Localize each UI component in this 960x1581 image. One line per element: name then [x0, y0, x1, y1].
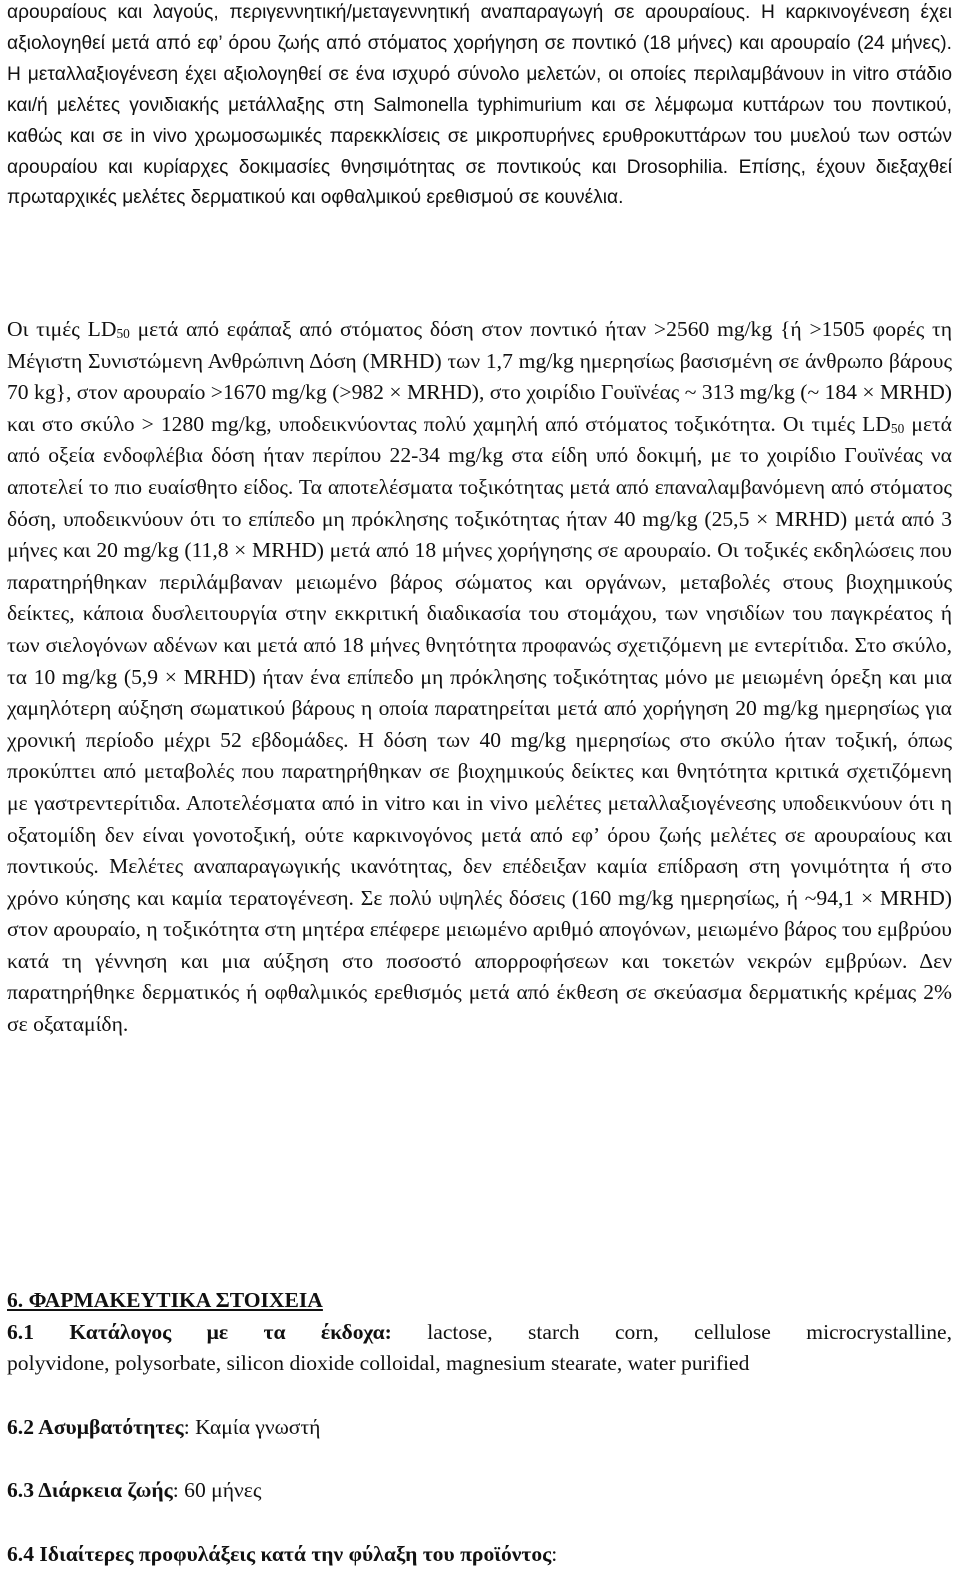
section-6-heading: 6. ΦΑΡΜΑΚΕΥΤΙΚΑ ΣΤΟΙΧΕΙΑ: [7, 1288, 323, 1312]
section-6-4: [7, 1539, 952, 1571]
ld50-text-3: μετά από οξεία ενδοφλέβια δόση ήταν περίπου 22-34 mg/kg στα είδη υπό δοκιμή, με το χοιρίδιο Γουϊνέας να αποτελεί το πιο ευαίσθητο είδος. Τα αποτελέσματα τοξικότητας μετά από επαναλαμβανόμενη από στόματος δόση, υποδεικνύουν ότι το επίπεδο μη πρόκλησης τοξικότητας ήταν 40 mg/kg (25,5 × MRHD) μετά από 3 μήνες και 20 mg/kg (11,8 × MRHD) μετά από 18 μήνες χορήγησης σε αρουραίο. Οι τοξικές εκδηλώσεις που παρατηρήθηκαν περιλάμβαναν μειωμένο βάρος σώματος και οργάνων, μεταβολές στους βιοχημικούς δείκτες, κάποια δυσλειτουργία στην εκκριτική διαδικασία του στομάχου, των νησιδίων του παγκρέατος ή των σιελογόνων αδένων και μετά από 18 μήνες θνητότητα προφανώς σχετιζόμενη με εντερίτιδα. Στο σκύλο, τα 10 mg/kg (5,9 × MRHD) ήταν ένα επίπεδο μη πρόκλησης τοξικότητας μόνο με μειωμένη όρεξη και μια χαμηλότερη αύξηση σωματικού βάρους η οποία παρατηρείται μετά από χορήγηση 20 mg/kg ημερησίως για χρονική περίοδο μέχρι 52 εβδομάδες. Η δόση των 40 mg/kg ημερησίως στο σκύλο ήταν τοξική, όπως προκύπτει από μεταβολές που παρατηρήθηκαν σε βιοχημικούς δείκτες και θνητότητα κριτικά σχετιζόμενη με γαστρεντερίτιδα. Αποτελέσματα από in vitro και in vivo μελέτες μεταλλαξιογένεσης υποδεικνύουν ότι η οξατομίδη δεν είναι γονοτοξική, ούτε καρκινογόνος μετά από εφ’ όρου ζωής μελέτες σε αρουραίους και ποντικούς. Μελέτες αναπαραγωγικής ικανότητας, δεν επέδειξαν καμία επίδραση στη γονιμότητα ή στο χρόνο κύησης και καμία τερατογένεση. Σε πολύ υψηλές δόσεις (160 mg/kg ημερησίως, ή ~94,1 × MRHD) στον αρουραίο, η τοξικότητα στη μητέρα επέφερε μειωμένο αριθμό απογόνων, μειωμένο βάρος του εμβρύου κατά τη γέννηση και μια αύξηση στο ποσοστό απορροφήσεων και τοκετών νεκρών εμβρύων. Δεν παρατηρήθηκε δερματικός ή οφθαλμικός ερεθισμός μετά από έκθεση σε σκεύασμα δερματικής κρέμας 2% σε οξαταμίδη.: [7, 411, 952, 1037]
section-6-1-label: 6.1 Κατάλογος με τα έκδοχα:: [7, 1320, 392, 1344]
ld50-text-1: Οι τιμές LD: [7, 317, 117, 341]
section-6-1-value-1: lactose, starch corn, cellulose microcrystalline,: [391, 1320, 952, 1344]
section-6-4-label: 6.4 Ιδιαίτερες προφυλάξεις κατά την φύλαξη του προϊόντος: [7, 1542, 552, 1566]
section-6-3-value: : 60 μήνες: [172, 1478, 262, 1502]
ld50-subscript-1: 50: [116, 326, 130, 341]
ld50-text-2: μετά από εφάπαξ από στόματος δόση στον ποντικό ήταν >2560 mg/kg {ή >1505 φορές τη Μέγιστη Συνιστώμενη Ανθρώπινη Δόση (MRHD) των 1,7 mg/kg ημερησίως βασισμένη σε άνθρωπο βάρους 70 kg}, στον αρουραίο >1670 mg/kg (>982 × MRHD), στο χοιρίδιο Γουϊνέας ~ 313 mg/kg (~ 184 × MRHD) και στο σκύλο > 1280 mg/kg, υποδεικνύοντας πολύ χαμηλή από στόματος τοξικότητα. Οι τιμές LD: [7, 317, 953, 436]
section-6-4-value: :: [551, 1542, 558, 1566]
section-6-1-line-2: polyvidone, polysorbate, silicon dioxide colloidal, magnesium stearate, water purified: [7, 1351, 750, 1375]
section-6-2-value: : Καμία γνωστή: [183, 1415, 321, 1439]
section-6-2: [7, 1412, 952, 1444]
section-6-3-label: 6.3 Διάρκεια ζωής: [7, 1478, 173, 1502]
ld50-subscript-2: 50: [890, 420, 905, 436]
section-6-2-label: 6.2 Ασυμβατότητες: [7, 1415, 184, 1439]
section-6-1-line-1: [7, 1317, 952, 1349]
toxicology-paragraph: αρουραίους και λαγούς, περιγεννητική/μεταγεννητική αναπαραγωγή σε αρουραίους. Η καρκινογένεση έχει αξιολογηθεί μετά από εφ’ όρου ζωής από στόματος χορήγηση σε ποντικό (18 μήνες) και αρουραίο (24 μήνες). Η μεταλλαξιογένεση έχει αξιολογηθεί σε ένα ισχυρό σύνολο μελετών, οι οποίες περιλαμβάνουν in vitro στάδιο και/ή μελέτες γονιδιακής μετάλλαξης στη Salmonella typhimurium και σε λέμφωμα κυττάρων του ποντικού, καθώς και σε in vivo χρωμοσωμικές παρεκκλίσεις σε μικροπυρήνες ερυθροκυττάρων του μυελού των οστών αρουραίου και κυρίαρχες δοκιμασίες θνησιμότητας σε ποντικούς και Drosophilia. Επίσης, έχουν διεξαχθεί πρωταρχικές μελέτες δερματικού και οφθαλμικού ερεθισμού σε κουνέλια.: [7, 2, 952, 209]
section-6-3: [7, 1475, 952, 1507]
ld50-paragraph: [7, 314, 952, 1041]
